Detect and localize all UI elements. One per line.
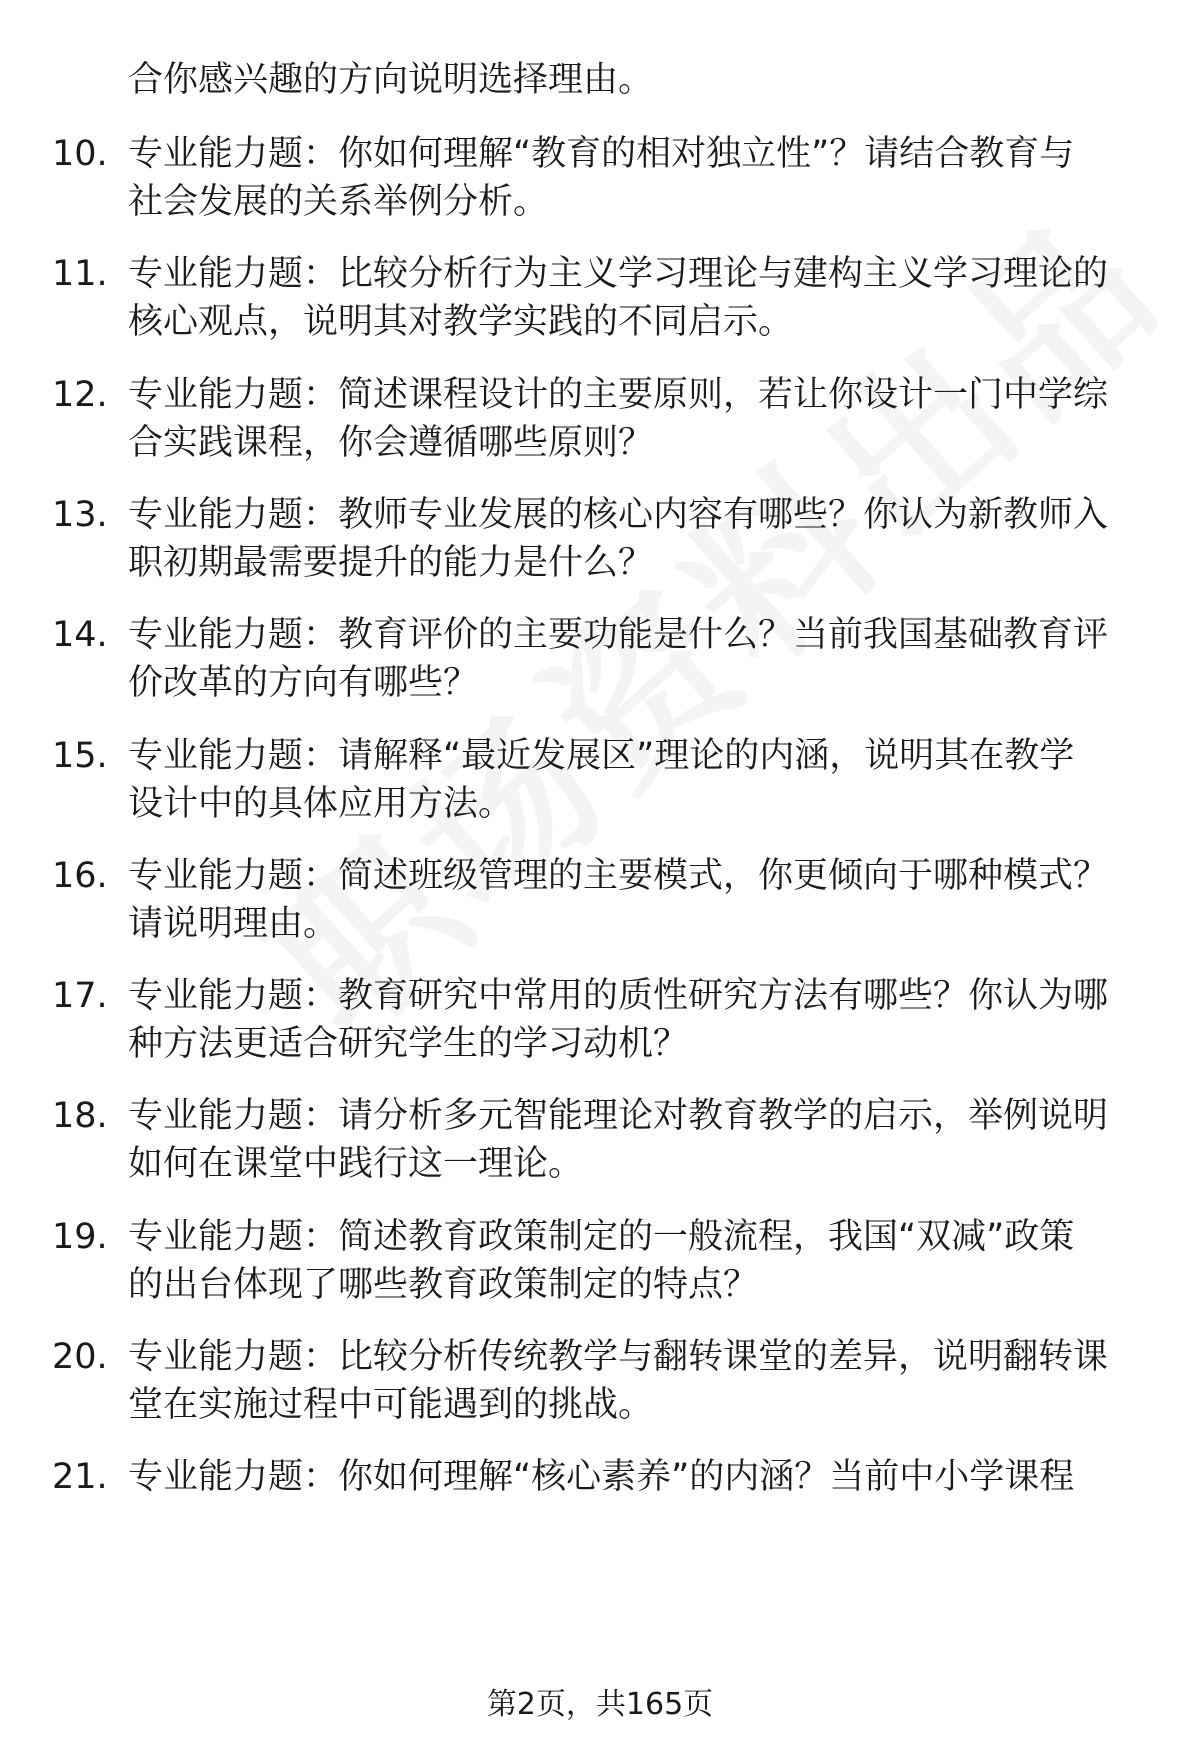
question-item — [0, 1092, 1200, 1202]
question-text — [128, 611, 1108, 707]
question-text-line: 职初期最需要提升的能力是什么？ — [128, 542, 654, 583]
question-number: 18. — [52, 1096, 108, 1137]
question-item — [0, 130, 1200, 240]
question-number: 19. — [52, 1216, 108, 1257]
question-text-line: 专业能力题：比较分析传统教学与翻转课堂的差异，说明翻转课 — [128, 1337, 1109, 1377]
question-text-line: 专业能力题：请解释“最近发展区”理论的内涵，说明其在教学 — [128, 735, 1075, 776]
question-text-line: 专业能力题：请分析多元智能理论对教育教学的启示，举例说明 — [128, 1096, 1109, 1137]
question-text — [128, 1213, 1074, 1309]
question-text-line: 合实践课程，你会遵循哪些原则？ — [128, 422, 654, 463]
question-text-line: 专业能力题：简述课程设计的主要原则，若让你设计一门中学综 — [128, 374, 1109, 415]
question-text-line: 社会发展的关系举例分析。 — [128, 182, 549, 222]
question-text — [128, 972, 1108, 1068]
question-item — [0, 852, 1200, 962]
question-number: 21. — [52, 1457, 108, 1498]
question-text-line: 价改革的方向有哪些？ — [128, 663, 479, 704]
question-number: 13. — [52, 494, 108, 535]
question-text — [128, 130, 1074, 226]
question-text-line: 设计中的具体应用方法。 — [128, 783, 514, 824]
question-text — [128, 1092, 1108, 1188]
question-text-line: 请说明理由。 — [128, 903, 339, 944]
question-text-line: 专业能力题：简述班级管理的主要模式，你更倾向于哪种模式？ — [128, 855, 1109, 896]
question-item — [0, 1213, 1200, 1323]
question-item — [0, 611, 1200, 721]
question-item — [0, 371, 1200, 481]
question-text — [128, 1453, 1074, 1501]
question-item — [0, 250, 1200, 360]
question-text — [128, 250, 1108, 346]
question-number: 14. — [52, 615, 108, 656]
question-item — [0, 732, 1200, 842]
question-number: 10. — [52, 134, 108, 174]
question-text-line: 如何在课堂中践行这一理论。 — [128, 1144, 584, 1185]
page-footer: 第2页，共165页 — [486, 1687, 714, 1722]
question-number: 17. — [52, 976, 108, 1017]
question-number: 12. — [52, 374, 108, 415]
question-number: 16. — [52, 855, 108, 896]
question-text-line: 种方法更适合研究学生的学习动机？ — [128, 1024, 689, 1065]
question-text-line: 核心观点，说明其对教学实践的不同启示。 — [128, 302, 794, 343]
question-text-line: 专业能力题：简述教育政策制定的一般流程，我国“双减”政策 — [128, 1216, 1075, 1257]
question-item — [0, 1333, 1200, 1443]
question-text — [128, 371, 1108, 467]
question-text-line: 堂在实施过程中可能遇到的挑战。 — [128, 1385, 654, 1425]
question-text — [128, 852, 1108, 948]
question-text-line: 专业能力题：你如何理解“核心素养”的内涵？当前中小学课程 — [128, 1457, 1075, 1498]
question-text-line: 专业能力题：教育评价的主要功能是什么？当前我国基础教育评 — [128, 615, 1109, 656]
question-text-line: 专业能力题：你如何理解“教育的相对独立性”？请结合教育与 — [128, 134, 1075, 174]
question-item — [0, 491, 1200, 601]
question-text-line: 专业能力题：教师专业发展的核心内容有哪些？你认为新教师入 — [128, 494, 1109, 535]
question-number: 15. — [52, 735, 108, 776]
question-number: 11. — [52, 254, 108, 295]
question-item — [0, 1453, 1200, 1563]
question-item — [0, 972, 1200, 1082]
question-text-line: 专业能力题：教育研究中常用的质性研究方法有哪些？你认为哪 — [128, 976, 1109, 1017]
question-text — [128, 732, 1074, 828]
question-text-line: 专业能力题：比较分析行为主义学习理论与建构主义学习理论的 — [128, 254, 1109, 295]
question-text-line: 的出台体现了哪些教育政策制定的特点？ — [128, 1264, 759, 1305]
intro-line: 合你感兴趣的方向说明选择理由。 — [128, 60, 654, 100]
question-text — [128, 491, 1108, 587]
question-text — [128, 1333, 1108, 1429]
question-number: 20. — [52, 1337, 108, 1377]
